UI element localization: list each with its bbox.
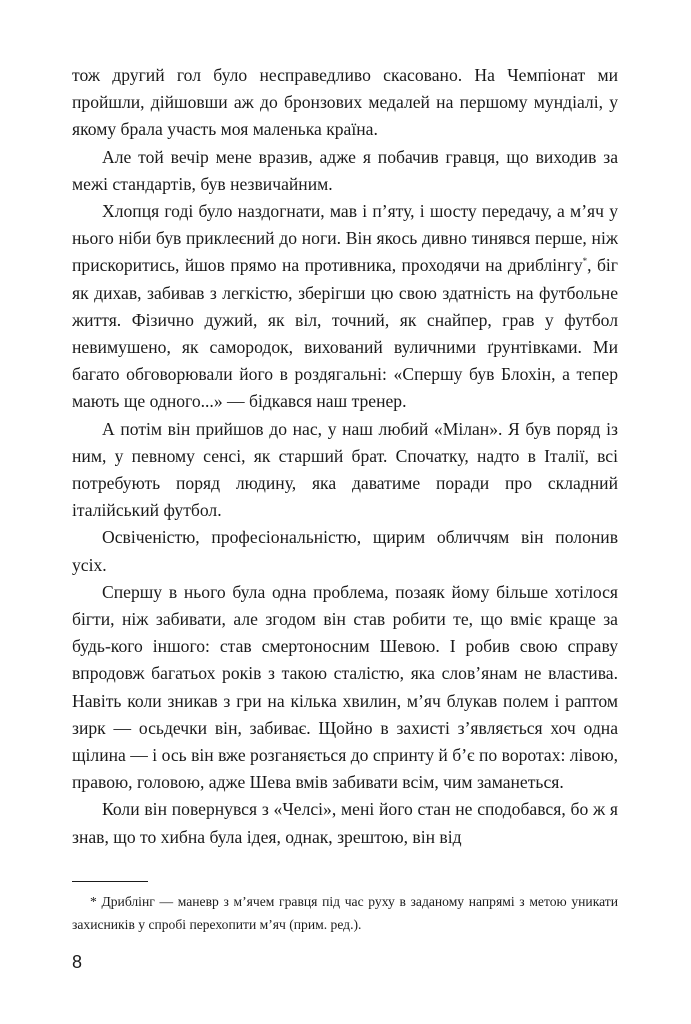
paragraph-6: Спершу в нього була одна проблема, позаяк йому більше хотілося бігти, ніж забивати, але згодом він став робити те, що вміє краще за будь-кого іншого: став смертоносним Шевою. І робив свою справу впродовж багатьох років з такою сталістю, яка слов’янам не властива. Навіть коли зникав з гри на кілька хвилин, м’яч блукав полем і раптом зирк — осьдечки він, забиває. Щойно в захисті з’являється хоч одна щілина — і ось він вже розганяється до спринту й б’є по воротах: лівою, правою, головою, адже Шева вмів забивати всім, чим заманеться. (72, 581, 618, 793)
paragraph-4: А потім він прийшов до нас, у наш любий «Мілан». Я був поряд із ним, у певному сенсі, як старший брат. Спочатку, надто в Італії, всі потребують поряд людину, яка даватиме поради про складний італійський футбол. (72, 418, 618, 521)
paragraph-3-text: Хлопця годі було наздогнати, мав і п’яту, і шосту передачу, а м’яч у нього ніби був приклеєний до ноги. Він якось дивно тинявся перше, ніж прискоритись, йшов прямо на противника, проходячи на дриблінгу (72, 201, 618, 276)
paragraph-1: тож другий гол було несправедливо скасовано. На Чемпіонат ми пройшли, дійшовши аж до бронзових медалей на першому мундіалі, у якому брала участь моя маленька країна. (72, 65, 618, 140)
paragraph-2: Але той вечір мене вразив, адже я побачив гравця, що виходив за межі стандартів, був незвичайним. (72, 146, 618, 194)
paragraph-3-continued: біг як дихав, забивав з легкістю, зберігши цю свою здатність на футбольне життя. Фізично дужий, як віл, точний, як снайпер, грав у футбол невимушено, як самородок, вихований вуличними ґрунтівками. Ми багато обговорювали його в роздягальні: «Спершу був Блохін, а тепер мають ще одного...» — бідкався наш тренер. (72, 255, 618, 412)
main-text (72, 62, 618, 851)
paragraph-5: Освіченістю, професіональністю, щирим обличчям він полонив усіх. (72, 527, 618, 575)
paragraph-3: Хлопця годі було наздогнати, мав і п’яту, і шосту передачу, а м’яч у нього ніби був приклеєний до ноги. Він якось дивно тинявся перше, ніж прискоритись, йшов прямо на противника, проходячи на дриблінгу*, біг як дихав, забивав з легкістю, зберігши цю свою здатність на футбольне життя. Фізично дужий, як віл, точний, як снайпер, грав у футбол невимушено, як самородок, вихований вуличними ґрунтівками. Ми багато обговорювали його в роздягальні: «Спершу був Блохін, а тепер мають ще одного...» — бідкався наш тренер. (72, 201, 618, 412)
footnote-marker: * (582, 256, 588, 267)
page-body (72, 62, 618, 851)
footnote-text: * Дриблінг — маневр з м’ячем гравця під час руху в заданому напрямі з метою уникати захисників у спробі перехопити м’яч (прим. ред.). (72, 894, 618, 932)
page-number: 8 (72, 952, 83, 972)
paragraph-7: Коли він повернувся з «Челсі», мені його стан не сподобався, бо ж я знав, що то хибна була ідея, однак, зрештою, він від (72, 799, 618, 847)
footnote-divider (72, 881, 148, 882)
